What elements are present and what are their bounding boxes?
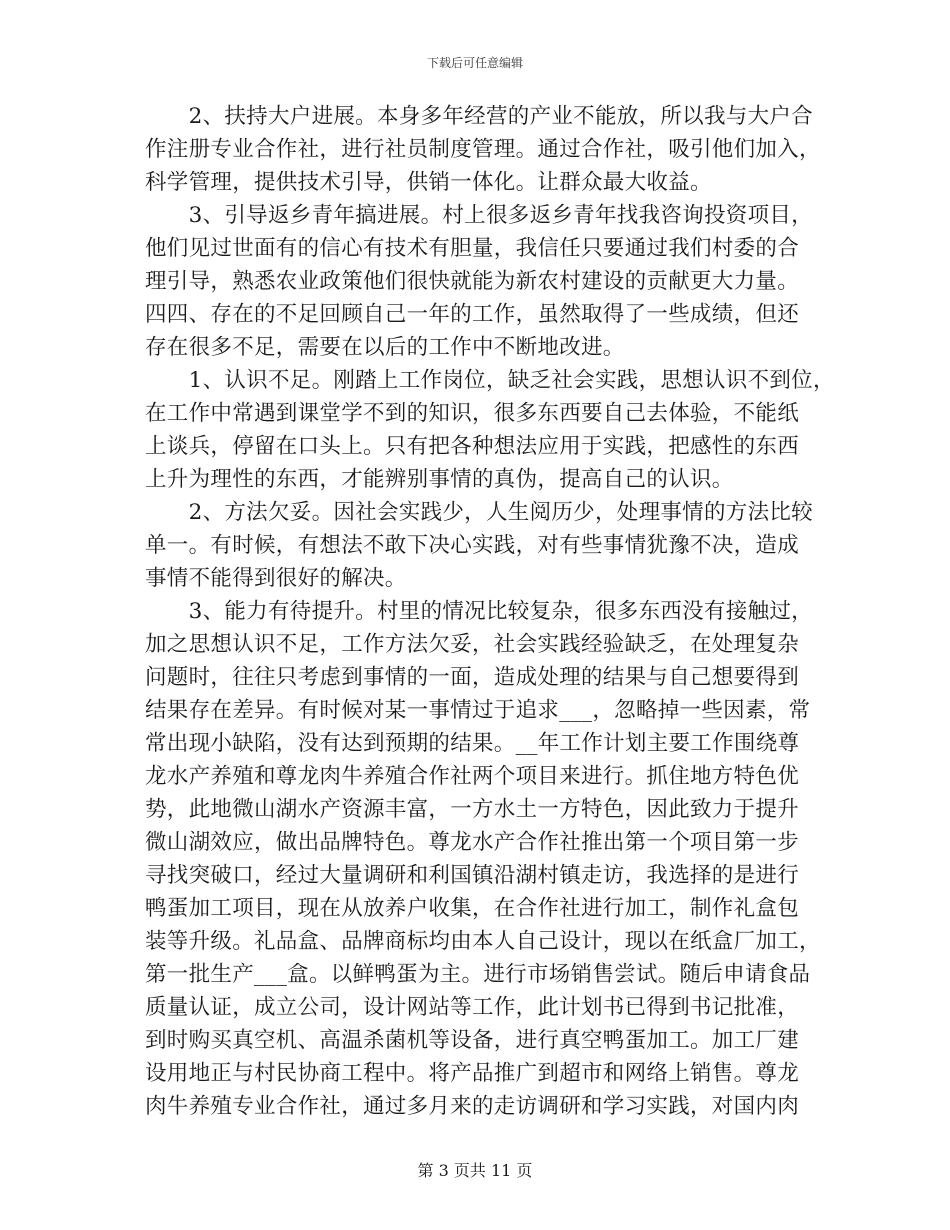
text-line: 四四、存在的不足回顾自己一年的工作，虽然取得了一些成绩，但还: [145, 302, 800, 327]
text-line: 龙水产养殖和尊龙肉牛养殖合作社两个项目来进行。抓住地方特色优: [145, 764, 800, 789]
text-line: 上升为理性的东西，才能辨别事情的真伪，提高自己的认识。: [145, 467, 734, 492]
text-line: 问题时，往往只考虑到事情的一面，造成处理的结果与自己想要得到: [145, 665, 800, 690]
text-line: 肉牛养殖专业合作社，通过多月来的走访调研和学习实践，对国内肉: [145, 1094, 800, 1119]
text-line: 设用地正与村民协商工程中。将产品推广到超市和网络上销售。尊龙: [145, 1061, 800, 1086]
text-line: 3、能力有待提升。村里的情况比较复杂，很多东西没有接触过，: [145, 599, 813, 624]
document-body: [145, 100, 835, 1123]
text-line: 质量认证，成立公司，设计网站等工作，此计划书已得到书记批准，: [145, 995, 800, 1020]
text-line: 单一。有时候，有想法不敢下决心实践，对有些事情犹豫不决，造成: [145, 533, 800, 558]
text-line: 作注册专业合作社，进行社员制度管理。通过合作社，吸引他们加入，: [145, 137, 821, 162]
page-header: 下载后可任意编辑: [426, 56, 523, 70]
text-line: 第一批生产___盒。以鲜鸭蛋为主。进行市场销售尝试。随后申请食品: [145, 962, 811, 987]
text-line: 他们见过世面有的信心有技术有胆量，我信任只要通过我们村委的合: [145, 236, 800, 261]
text-line: 到时购买真空机、高温杀菌机等设备，进行真空鸭蛋加工。加工厂建: [145, 1028, 800, 1053]
text-line: 势，此地微山湖水产资源丰富，一方水土一方特色，因此致力于提升: [145, 797, 800, 822]
text-line: 上谈兵，停留在口头上。只有把各种想法应用于实践，把感性的东西: [145, 434, 800, 459]
text-line: 2、扶持大户进展。本身多年经营的产业不能放，所以我与大户合: [145, 104, 813, 129]
text-line: 鸭蛋加工项目，现在从放养户收集，在合作社进行加工，制作礼盒包: [145, 896, 800, 921]
text-line: 1、认识不足。刚踏上工作岗位，缺乏社会实践，思想认识不到位，: [145, 368, 835, 393]
text-line: 在工作中常遇到课堂学不到的知识，很多东西要自己去体验，不能纸: [145, 401, 800, 426]
text-line: 常出现小缺陷，没有达到预期的结果。__年工作计划主要工作围绕尊: [145, 731, 800, 756]
page-footer: 第 3 页共 11 页: [417, 1161, 533, 1180]
text-line: 科学管理，提供技术引导，供销一体化。让群众最大收益。: [145, 170, 712, 195]
text-line: 存在很多不足，需要在以后的工作中不断地改进。: [145, 335, 625, 360]
text-line: 加之思想认识不足，工作方法欠妥，社会实践经验缺乏，在处理复杂: [145, 632, 800, 657]
text-line: 寻找突破口，经过大量调研和利国镇沿湖村镇走访，我选择的是进行: [145, 863, 800, 888]
text-line: 微山湖效应，做出品牌特色。尊龙水产合作社推出第一个项目第一步: [145, 830, 800, 855]
text-line: 事情不能得到很好的解决。: [145, 566, 407, 591]
text-line: 3、引导返乡青年搞进展。村上很多返乡青年找我咨询投资项目，: [145, 203, 813, 228]
text-line: 装等升级。礼品盒、品牌商标均由本人自己设计，现以在纸盒厂加工，: [145, 929, 821, 954]
text-line: 理引导，熟悉农业政策他们很快就能为新农村建设的贡献更大力量。: [145, 269, 800, 294]
text-line: 结果存在差异。有时候对某一事情过于追求___，忽略掉一些因素，常: [145, 698, 811, 723]
text-line: 2、方法欠妥。因社会实践少，人生阅历少，处理事情的方法比较: [145, 500, 813, 525]
